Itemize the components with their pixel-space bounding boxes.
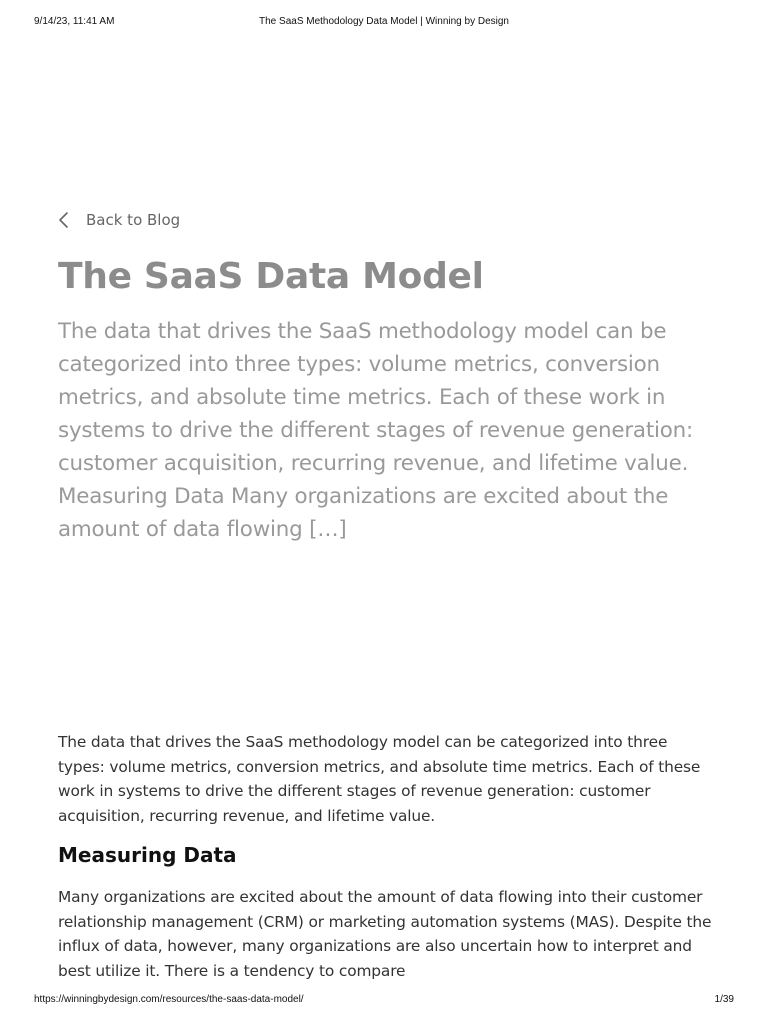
print-footer (34, 994, 734, 1008)
print-datetime: 9/14/23, 11:41 AM (34, 16, 115, 27)
print-url: https://winningbydesign.com/resources/the-saas-data-model/ (34, 994, 304, 1005)
intro-paragraph: The data that drives the SaaS methodology model can be categorized into three types: volume metrics, conversion metrics, and absolute time metrics. Each of these work in systems to drive the different stages of revenue generation: customer acquisition, recurring revenue, and lifetime value. (58, 733, 701, 825)
chevron-left-icon (58, 210, 70, 230)
print-page-title: The SaaS Methodology Data Model | Winning by Design (259, 16, 509, 27)
measuring-data-paragraph: Many organizations are excited about the amount of data flowing into their customer relationship management (CRM) or marketing automation systems (MAS). Despite the influx of data, however, many organizations are also uncertain how to interpret and best utilize it. There is a tendency to compare (58, 888, 712, 980)
print-page-number: 1/39 (714, 994, 734, 1005)
section-heading-measuring-data: Measuring Data (58, 843, 237, 867)
back-link-label: Back to Blog (86, 211, 181, 229)
hero-excerpt: The data that drives the SaaS methodology model can be categorized into three types: volume metrics, conversion metrics, and absolute time metrics. Each of these work in systems to drive the different stages of revenue generation: customer acquisition, recurring revenue, and lifetime value. Measuring Data Many organizations are excited about the amount of data flowing […] (58, 319, 694, 542)
page-title: The SaaS Data Model (58, 256, 484, 297)
back-to-blog-link[interactable] (58, 210, 180, 230)
